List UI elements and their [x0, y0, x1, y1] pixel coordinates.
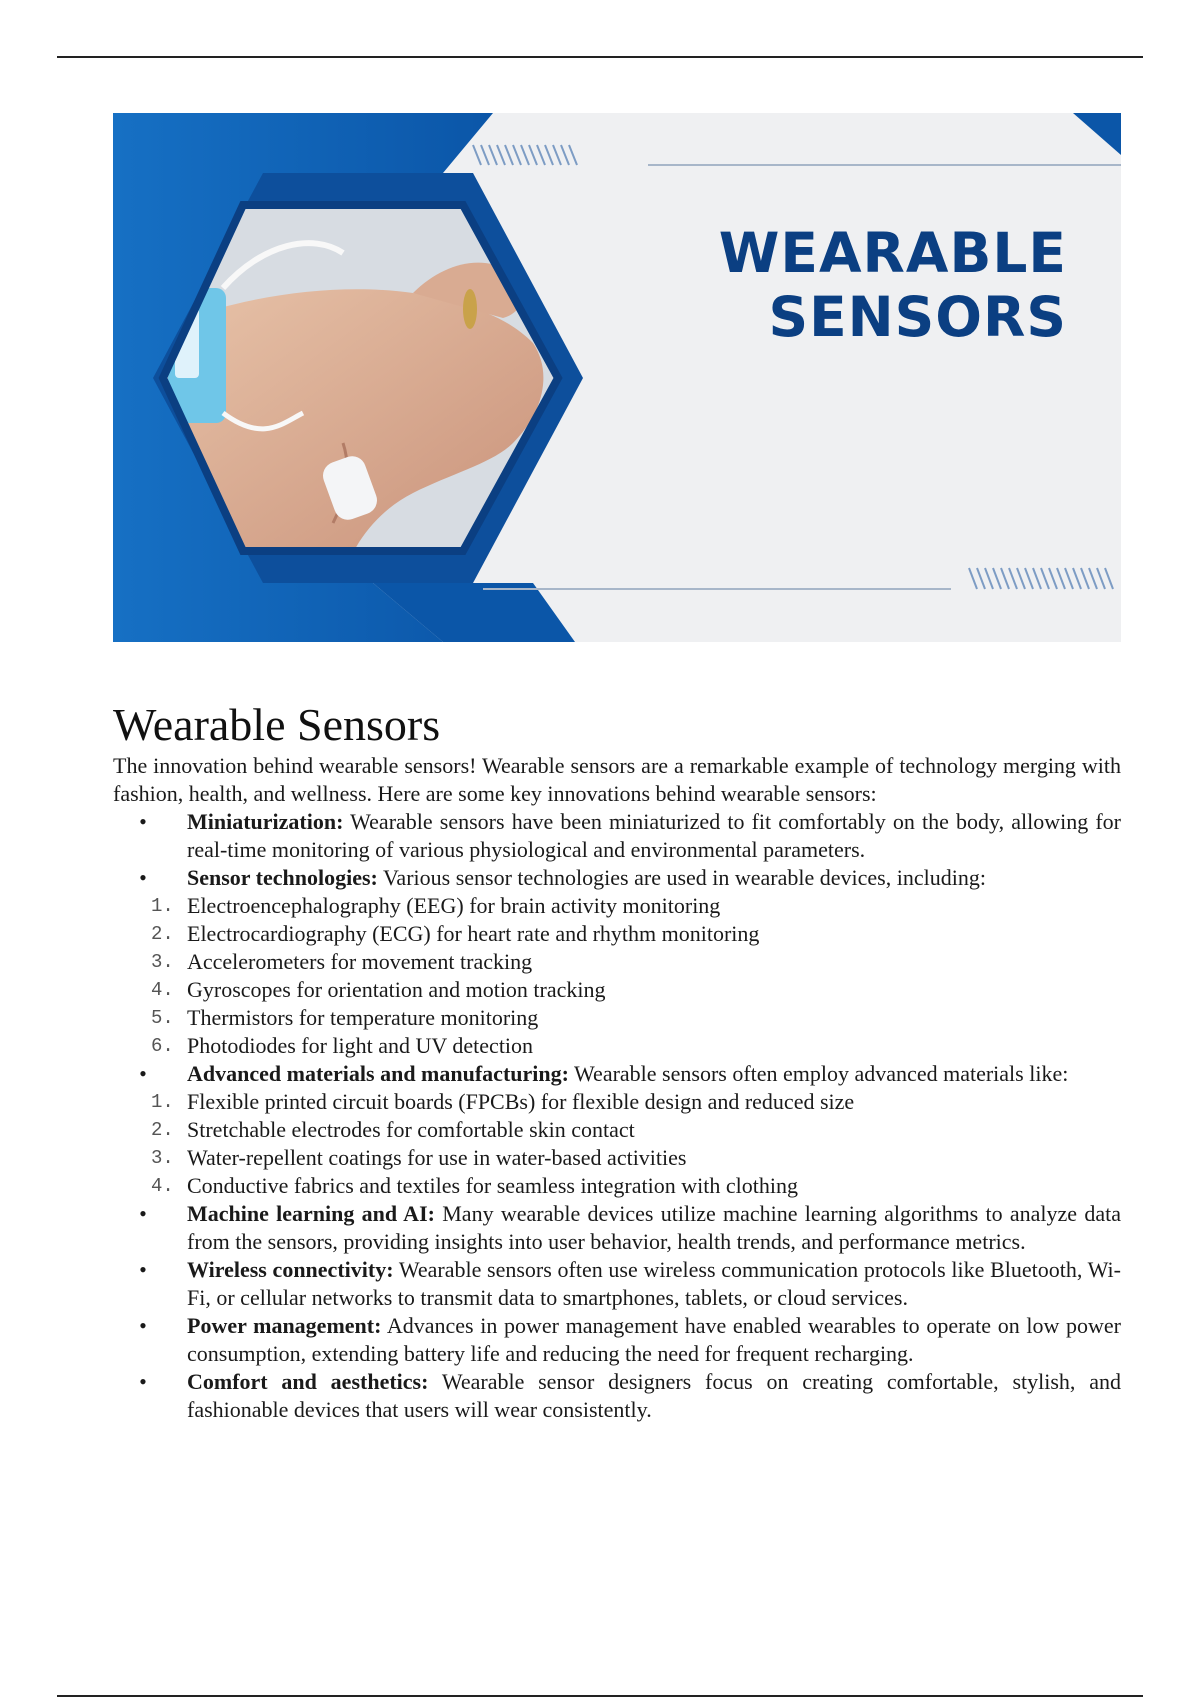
item-number: 5. — [151, 1007, 174, 1029]
bullet-marker: • — [139, 1061, 147, 1086]
bullet-item — [113, 1256, 1121, 1312]
bullet-item — [113, 1312, 1121, 1368]
numbered-item — [113, 976, 1121, 1004]
item-number: 2. — [151, 923, 174, 945]
bullet-item — [113, 808, 1121, 864]
bullet-item — [113, 1060, 1121, 1088]
document-heading: Wearable Sensors — [113, 699, 441, 750]
banner-title-line1: WEARABLE — [718, 221, 1067, 285]
item-label: Sensor technologies: — [187, 865, 378, 890]
item-label: Wireless connectivity: — [187, 1257, 394, 1282]
item-text: Stretchable electrodes for comfortable skin contact — [187, 1117, 635, 1142]
innovation-list — [113, 808, 1121, 1424]
item-text: Various sensor technologies are used in wearable devices, including: — [377, 865, 986, 890]
numbered-item — [113, 1088, 1121, 1116]
bullet-marker: • — [139, 865, 147, 890]
item-text: Electrocardiography (ECG) for heart rate and rhythm monitoring — [187, 921, 760, 946]
item-label: Advanced materials and manufacturing: — [187, 1061, 569, 1086]
banner-graphic — [113, 113, 1121, 642]
banner-image — [113, 113, 1121, 642]
numbered-item — [113, 1172, 1121, 1200]
item-text: Wearable sensor designers focus on creating comfortable, stylish, and fashionable devices that users will wear consistently. — [187, 1369, 1121, 1422]
banner-title-line2: SENSORS — [768, 285, 1067, 349]
numbered-item — [113, 1032, 1121, 1060]
top-rule — [57, 56, 1143, 58]
bullet-item — [113, 864, 1121, 892]
item-number: 4. — [151, 1175, 174, 1197]
item-number: 1. — [151, 895, 174, 917]
item-text: Wearable sensors often employ advanced materials like: — [568, 1061, 1069, 1086]
item-label: Power management: — [187, 1313, 382, 1338]
item-text: Accelerometers for movement tracking — [187, 949, 533, 974]
numbered-item — [113, 948, 1121, 976]
item-text: Many wearable devices utilize machine learning algorithms to analyze data from the sensors, providing insights into user behavior, health trends, and performance metrics. — [187, 1201, 1121, 1254]
numbered-item — [113, 1004, 1121, 1032]
item-number: 1. — [151, 1091, 174, 1113]
item-text: Wearable sensors often use wireless communication protocols like Bluetooth, Wi-Fi, or cellular networks to transmit data to smartphones, tablets, or cloud services. — [187, 1257, 1121, 1310]
bullet-marker: • — [139, 809, 147, 834]
item-text: Photodiodes for light and UV detection — [187, 1033, 534, 1058]
bullet-item — [113, 1200, 1121, 1256]
bullet-marker: • — [139, 1201, 147, 1226]
document-body — [113, 752, 1121, 1424]
intro-paragraph: The innovation behind wearable sensors! Wearable sensors are a remarkable example of technology merging with fashion, health, and wellness. Here are some key innovations behind wearable sensors: — [113, 753, 1121, 806]
numbered-item — [113, 892, 1121, 920]
bullet-marker: • — [139, 1369, 147, 1394]
item-label: Comfort and aesthetics: — [187, 1369, 429, 1394]
item-text: Water-repellent coatings for use in water-based activities — [187, 1145, 687, 1170]
item-number: 3. — [151, 951, 174, 973]
numbered-item — [113, 1144, 1121, 1172]
bullet-item — [113, 1368, 1121, 1424]
item-label: Machine learning and AI: — [187, 1201, 435, 1226]
item-number: 3. — [151, 1147, 174, 1169]
item-number: 4. — [151, 979, 174, 1001]
bottom-rule — [57, 1695, 1143, 1697]
bullet-marker: • — [139, 1257, 147, 1282]
item-text: Conductive fabrics and textiles for seamless integration with clothing — [187, 1173, 798, 1198]
item-number: 2. — [151, 1119, 174, 1141]
bullet-marker: • — [139, 1313, 147, 1338]
item-text: Gyroscopes for orientation and motion tracking — [187, 977, 606, 1002]
item-number: 6. — [151, 1035, 174, 1057]
item-text: Wearable sensors have been miniaturized to fit comfortably on the body, allowing for real-time monitoring of various physiological and environmental parameters. — [187, 809, 1121, 862]
item-text: Electroencephalography (EEG) for brain activity monitoring — [187, 893, 721, 918]
numbered-item — [113, 1116, 1121, 1144]
item-text: Flexible printed circuit boards (FPCBs) for flexible design and reduced size — [187, 1089, 855, 1114]
item-label: Miniaturization: — [187, 809, 344, 834]
numbered-item — [113, 920, 1121, 948]
item-text: Advances in power management have enabled wearables to operate on low power consumption, extending battery life and reducing the need for frequent recharging. — [187, 1313, 1121, 1366]
banner-title — [719, 221, 1067, 349]
item-text: Thermistors for temperature monitoring — [187, 1005, 539, 1030]
